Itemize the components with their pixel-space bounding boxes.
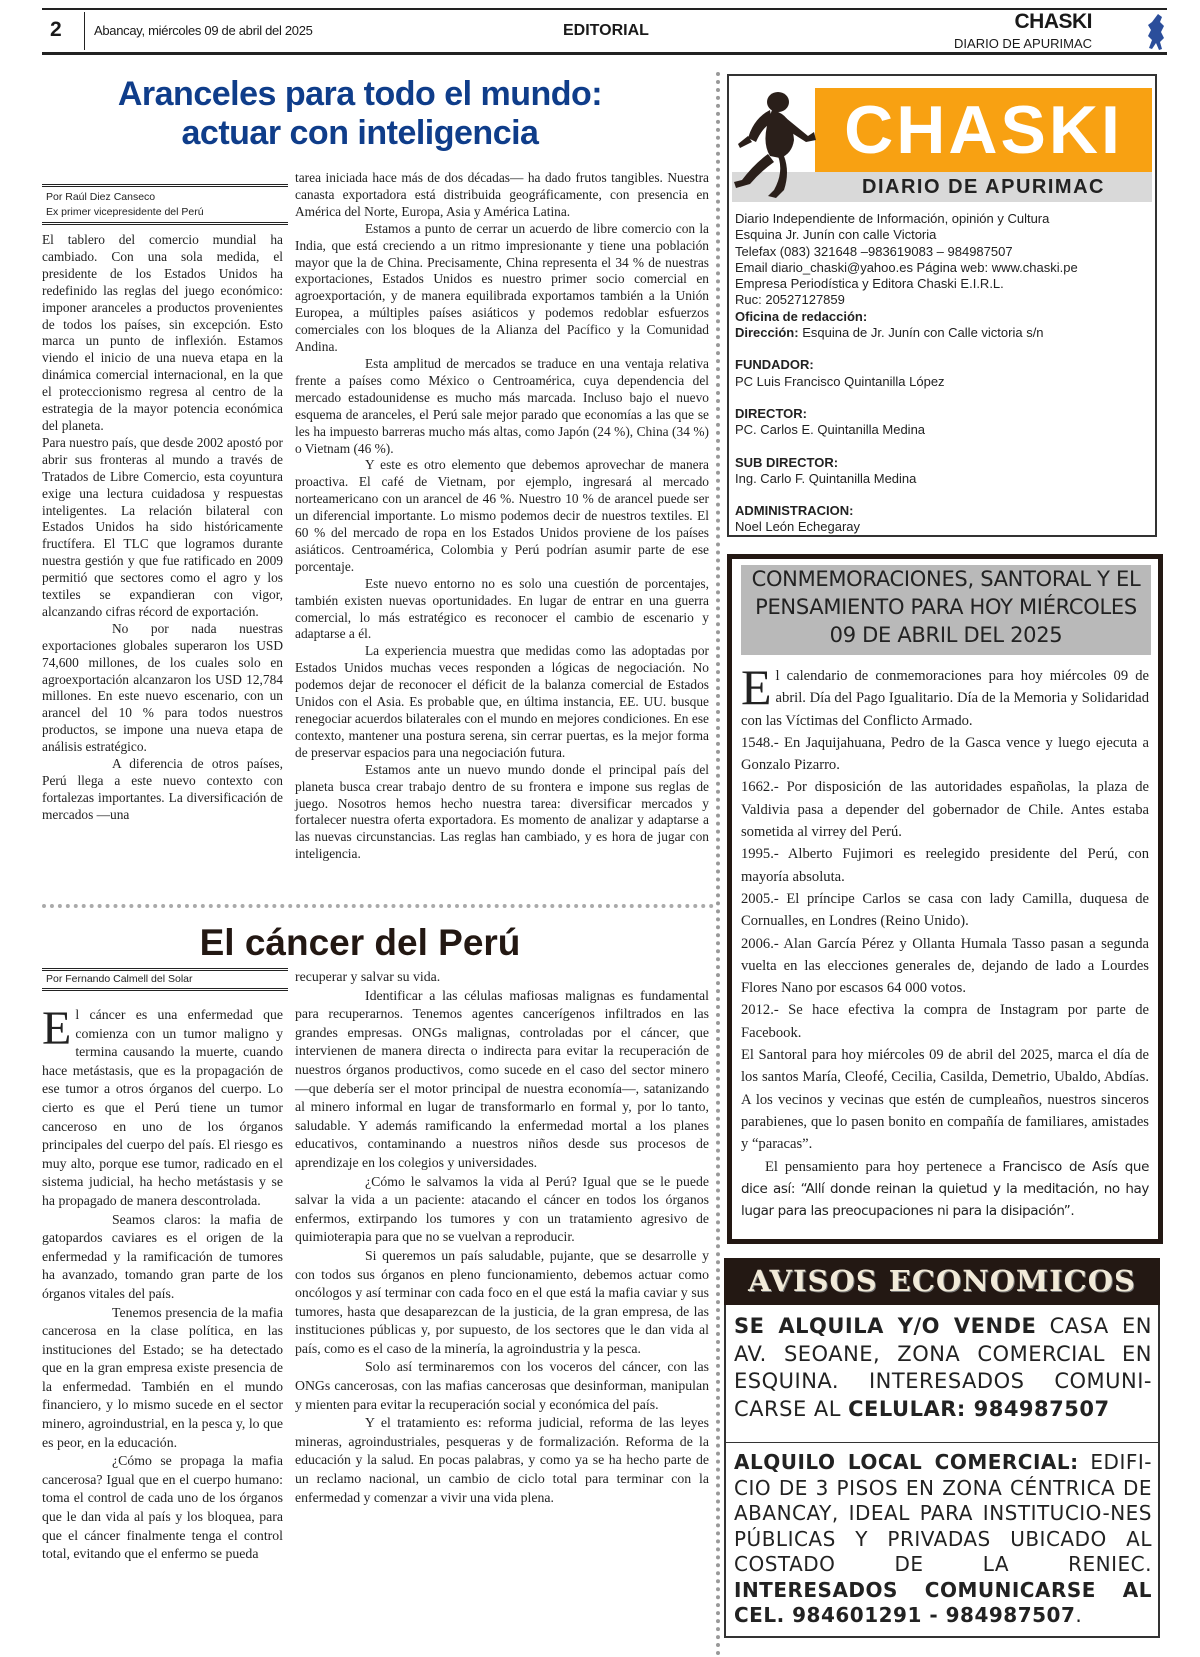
article2-column-1 [42, 1002, 283, 1564]
article1-headline: Aranceles para todo el mundo: actuar con inteligencia [117, 75, 603, 153]
staff-name: Ing. Carlo F. Quintanilla Medina [735, 470, 917, 486]
event-item: 1662.- Por disposición de las autoridades españolas, la plaza de Valdivia pasa a depender del gobernador de Chile. Antes estaba sometida al virrey del Perú. [741, 779, 1149, 841]
drop-cap: E [42, 1002, 72, 1055]
staff-role: DIRECTOR: [735, 405, 807, 421]
classified-ad: SE ALQUILA Y/O VENDE CASA EN AV. SEOANE, ZONA COMERCIAL EN ESQUINA. INTERESADOS COMUNI-CARSE AL CELULAR: 984987507 [734, 1314, 1152, 1421]
paragraph: Y este es otro elemento que debemos aprovechar de manera proactiva. El café de Vietnam, por ejemplo, ingresará al mercado norteamericano con un arancel de 46 %. Nuestro 10 % de arancel puede ser un diferencial importante. Lo mismo podemos decir de nuestros textiles. El 60 % del mercado de ropa en los Estados Unidos proviene de los países asiáticos. Centroamérica, Colombia y Perú podrían asumir parte de ese porcentaje. [295, 457, 709, 574]
paragraph: Este nuevo entorno no es solo una cuestión de porcentajes, también existen nuevas oportunidades. En lugar de entrar en una guerra comercial, lo más estratégico es reconocer el cambio de escenario y adaptarse a él. [295, 575, 709, 642]
conmemoraciones-body [741, 659, 1149, 1222]
header-bottom-rule [42, 52, 1167, 55]
logo-wordmark: CHASKI [844, 92, 1123, 168]
staff-role: ADMINISTRACION: [735, 503, 854, 519]
paragraph: Y el tratamiento es: reforma judicial, reforma de las leyes mineras, agroindustriales, pesqueras y de formalización. Reforma de la educación y la salud. En pocas palabras, y como ya se ha hecho parte de un reclamo nacional, un cambio de ciclo total para terminar con la enfermedad y comenzar a vivir una vida plena. [295, 1415, 709, 1505]
ad-lead: SE ALQUILA Y/O VENDE [734, 1314, 1037, 1338]
paragraph: Si queremos un país saludable, pujante, que se desarrolle y con todos sus órganos en pleno funcionamiento, debemos actuar como oncólogos y así terminar con cada foco en el que está la mafia caviar y sus tumores, hasta que desaparezcan de la justicia, de la gran empresa, de las instituciones públicas y, por supuesto, de los sectores que le dan vida al país, como es el caso de la minería, la agroindustria y la pesca. [295, 1247, 709, 1356]
drop-cap: E [741, 659, 772, 715]
thought-paragraph: El pensamiento para hoy pertenece a Francisco de Asís que dice así: “Allí donde reinan la quietud y la meditación, no hay lugar para las preocupaciones ni para la disipación”. [741, 1158, 1149, 1220]
masthead-email: Email diario_chaski@yahoo.es Página web: www.chaski.pe [735, 259, 1078, 275]
article-separator [42, 904, 714, 908]
intro-paragraph: El calendario de conmemoraciones para hoy miércoles 09 de abril. Día del Pago Igualitario. Día de la Memoria y Solidaridad con las Víctimas del Conflicto Armado. [741, 659, 1149, 729]
santoral-paragraph: El Santoral para hoy miércoles 09 de abril del 2025, marca el día de los santos María, Cleofé, Cecilia, Casilda, Demetrio, Ubaldo, Abdías. A los vecinos y vecinas que estén de cumpleaños, nuestros sinceros parabienes, que lo pasen bonito en compañía de familiares, amistades y “paracas”. [741, 1047, 1149, 1153]
ad-contact: INTERESADOS COMUNICARSE AL CEL. 984601291 - 984987507 [734, 1577, 1152, 1627]
paragraph: tarea iniciada hace más de dos décadas— ha dado frutos tangibles. Nuestra canasta exportadora está distribuida geográficamente, con presencia en América del Norte, Europa, Asia y América Latina. [295, 170, 709, 219]
paragraph: ¿Cómo se propaga la mafia cancerosa? Igual que en el cuerpo humano: toma el control de cada uno de los órganos que le dan vida al país y los bloquea, para que el cáncer finalmente tenga el control total, evitando que el enfermo se pueda [42, 1453, 283, 1562]
conmemoraciones-title: CONMEMORACIONES, SANTORAL Y EL PENSAMIENTO PARA HOY MIÉRCOLES 09 DE ABRIL DEL 2025 [741, 565, 1151, 655]
article1-byline [42, 184, 288, 225]
paragraph: Solo así terminaremos con los voceros del cáncer, con las ONGs cancerosas, con las mafias cancerosas que desinforman, manipulan y mienten para evitar la recuperación social y económica del país. [295, 1359, 709, 1412]
article1-column-2 [295, 170, 709, 863]
office-label: Oficina de redacción: [735, 308, 868, 324]
paragraph: El tablero del comercio mundial ha cambiado. Con una sola medida, el presidente de los Estados Unidos ha redefinido las reglas del juego económico: imponer aranceles a productos provenientes de todos los países, sin excepción. Esto marca un punto de inflexión. Estamos viendo el inicio de una nueva etapa en la dinámica comercial internacional, en la que el proteccionismo regresa al centro de la estrategia de la mayor potencia económica del planeta. [42, 232, 283, 433]
staff-name: PC. Carlos E. Quintanilla Medina [735, 422, 926, 438]
brand-name: CHASKI [1014, 10, 1092, 33]
header-brand [954, 10, 1092, 51]
header-divider [84, 12, 85, 50]
staff-name: Noel León Echegaray [735, 519, 861, 535]
masthead-ruc: Ruc: 20527127859 [735, 292, 845, 308]
masthead-line: Esquina Jr. Junín con calle Victoria [735, 227, 937, 243]
paragraph: Identificar a las células mafiosas malignas es fundamental para recuperarnos. Tenemos agentes cancerígenos infiltrados en las grandes empresas. ONGs malignas, controladas por el cáncer, que intervienen de manera directa o indirecta para evitar la recuperación de nuestros órganos productivos, como sucede en el caso del sector minero —que debería ser el motor principal de nuestra economía—, satanizando al minero informal en lugar de transformarlo en formal y, por lo tanto, saludable. Y además ramificando la enfermedad mortal a los planes educativos, contaminando a nuestros niños desde sus procesos de aprendizaje en los colegios y universidades. [295, 987, 709, 1170]
staff-role: FUNDADOR: [735, 357, 814, 373]
masthead-info [735, 211, 1150, 536]
paragraph: A diferencia de otros países, Perú llega a este nuevo contexto con fortalezas importantes. La diversificación de mercados —una [42, 756, 283, 822]
masthead-line: Empresa Periodística y Editora Chaski E.I.R.L. [735, 276, 1004, 292]
article1-column-1 [42, 232, 283, 824]
thought-quote: “Allí donde reinan la quietud y la meditación, no hay lugar para las preocupaciones ni para la disipación”. [741, 1180, 1149, 1220]
paragraph: Esta amplitud de mercados se traduce en una ventaja relativa frente a países como México o Centroamérica, cuya dependencia del mercado estadounidense es mucho más marcada. Incluso bajo el nuevo esquema de aranceles, el Perú sale mejor parado que economías a las que se les ha impuesto barreras mucho más altas, como Japón (24 %), China (34 %) o Vietnam (46 %). [295, 355, 709, 456]
runner-logo-icon [1144, 12, 1168, 52]
masthead-address: Dirección: Esquina de Jr. Junín con Calle victoria s/n [735, 325, 1044, 341]
article2-byline [42, 968, 288, 991]
event-item: 2006.- Alan García Pérez y Ollanta Humala Tasso pasan a segunda vuelta en las elecciones generales de, dejando de lado a Lourdes Flores Nano por escasos 64 000 votos. [741, 935, 1149, 997]
paragraph: recuperar y salvar su vida. [295, 969, 441, 984]
page-number: 2 [50, 18, 62, 41]
paragraph: Estamos ante un nuevo mundo donde el principal país del planeta busca crear trabajo dentro de su frontera e impone sus reglas de juego. Nosotros hemos hecho nuestra tarea: diversificar mercados y fortalecer nuestra oferta exportadora. Es momento de analizar y adaptarse a las nuevas circunstancias. Las reglas han cambiado, y es hora de jugar con inteligencia. [295, 761, 709, 862]
event-item: 1995.- Alberto Fujimori es reelegido presidente del Perú, con mayoría absoluta. [741, 846, 1149, 885]
paragraph: ¿Cómo le salvamos la vida al Perú? Igual que se le puede salvar la vida a un paciente: atacando el cáncer en todos los órganos enfermos, extirpando los tumores y con un tratamiento agresivo de quimioterapia para que no se vuelvan a reproducir. [295, 1173, 709, 1245]
event-item: 2012.- Se hace efectiva la compra de Instagram por parte de Facebook. [741, 1002, 1149, 1041]
ad-separator [726, 1442, 1158, 1443]
staff-name: PC Luis Francisco Quintanilla López [735, 373, 945, 389]
logo-subtitle: DIARIO DE APURIMAC [862, 176, 1105, 198]
author-name: Por Raúl Diez Canseco [46, 191, 156, 203]
chaski-runner-icon [730, 88, 820, 200]
masthead-phone: Telefax (083) 321648 –983619083 – 984987507 [735, 243, 1013, 259]
paragraph: Tenemos presencia de la mafia cancerosa en la clase política, en las instituciones del Estado; se ha detectado que en la gran empresa existe presencia de la enfermedad. También en el mundo financiero, y lo mismo sucede en el sector minero, agroindustrial, en la pesca y, lo que es peor, en la educación. [42, 1304, 283, 1450]
paragraph: La experiencia muestra que medidas como las adoptadas por Estados Unidos muchas veces responden a lógicas de negociación. No podemos dejar de reconocer el déficit de la balanza comercial de Estados Unidos con el Asia. Es probable que, en última instancia, EE. UU. busque renegociar acuerdos bilaterales con el mundo en mejores condiciones. En ese contexto, mantener una postura serena, sin cerrar puertas, es la mejor forma de preservar espacios para una negociación futura. [295, 643, 709, 760]
article2-headline: El cáncer del Perú [199, 922, 521, 963]
author-role: Ex primer vicepresidente del Perú [46, 205, 204, 218]
paragraph: Estamos a punto de cerrar un acuerdo de libre comercio con la India, que está creciendo a un ritmo impresionante y tiene una población mayor que la de China. Precisamente, China representa el 34 % de nuestras exportaciones, Estados Unidos es nuestro primer socio comercial en agroexportación, y de manera equilibrada exportamos también a la Unión Europea, a múltiples países asiáticos y podemos redoblar esfuerzos comerciales con los bloques de la Alianza del Pacífico y la Comunidad Andina. [295, 220, 709, 355]
brand-subtitle: DIARIO DE APURIMAC [954, 36, 1092, 51]
ad-lead: ALQUILO LOCAL COMERCIAL: [734, 1450, 1079, 1474]
event-item: 1548.- En Jaquijahuana, Pedro de la Gasca vence y luego ejecuta a Gonzalo Pizarro. [741, 734, 1149, 774]
masthead-line: Diario Independiente de Información, opinión y Cultura [735, 211, 1050, 226]
paragraph: No por nada nuestras exportaciones globales superaron los USD 74,600 millones, de los cuales solo en agroexportación alcanzaron los USD 12,784 millones. En este nuevo escenario, con un arancel del 10 % para todos nuestros productos, se impone una nueva etapa de análisis estratégico. [42, 620, 283, 755]
paragraph: Para nuestro país, que desde 2002 apostó por abrir sus fronteras al mundo a través de Tratados de Libre Comercio, esta coyuntura exige una lectura cuidadosa y respuestas inteligentes. La relación bilateral con Estados Unidos ha sido históricamente fructífera. El TLC que logramos durante nuestra gestión y que fue ratificado en 2009 permitió que sectores como el agro y los textiles se expandieran con vigor, alcanzando cifras récord de exportación. [42, 434, 283, 619]
avisos-title: AVISOS ECONOMICOS [724, 1258, 1160, 1305]
classified-ad: ALQUILO LOCAL COMERCIAL: EDIFI-CIO DE 3 PISOS EN ZONA CÉNTRICA DE ABANCAY, IDEAL PARA INSTITUCIO-NES PÚBLICAS Y PRIVADAS UBICADO AL COSTADO DE LA RENIEC. INTERESADOS COMUNICARSE AL CEL. 984601291 - 984987507. [734, 1450, 1152, 1627]
paragraph: El cáncer es una enfermedad que comienza con un tumor maligno y termina causando la muerte, cuando hace metástasis, que es la propagación de ese tumor a otros órganos del cuerpo. Lo cierto es que el Perú tiene un tumor canceroso en uno de los órganos principales del cuerpo del país. El riesgo es muy alto, porque ese tumor, radicado en el sistema judicial, ha hecho metástasis y se ha propagado de manera descontrolada. [42, 1002, 283, 1208]
column-divider [716, 72, 720, 1657]
section-label: EDITORIAL [563, 22, 649, 39]
staff-role: SUB DIRECTOR: [735, 454, 839, 470]
issue-date: Abancay, miércoles 09 de abril del 2025 [94, 23, 313, 38]
paragraph: Seamos claros: la mafia de gatopardos caviares es el origen de la enfermedad y la ramificación de tumores ha avanzado, tomando gran parte de los órganos vitales del país. [42, 1211, 283, 1301]
ad-contact: CELULAR: 984987507 [848, 1396, 1110, 1421]
event-item: 2005.- El príncipe Carlos se casa con lady Camilla, duquesa de Cornualles, en Londres (Reino Unido). [741, 890, 1149, 930]
author-name: Por Fernando Calmell del Solar [46, 973, 193, 985]
article2-column-2 [295, 968, 709, 1507]
